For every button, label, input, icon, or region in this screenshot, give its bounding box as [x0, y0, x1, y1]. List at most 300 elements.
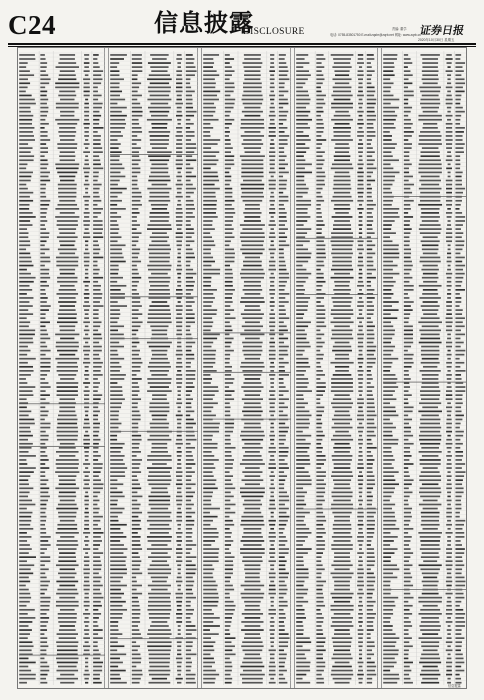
cell-text-fragment — [244, 637, 261, 639]
cell-text-fragment — [367, 536, 373, 538]
cell-text-fragment — [422, 74, 438, 76]
cell-text-fragment — [296, 641, 311, 643]
cell-text-fragment — [203, 666, 212, 668]
cell-text-fragment — [132, 155, 139, 157]
cell-text-fragment — [333, 346, 351, 348]
cell-text-fragment — [59, 91, 75, 93]
cell-text-fragment — [316, 654, 323, 656]
cell-text-fragment — [186, 560, 192, 562]
cell-text-fragment — [132, 58, 142, 60]
cell-text-fragment — [279, 459, 285, 461]
cell-text-fragment — [367, 658, 371, 660]
cell-text-fragment — [149, 244, 170, 246]
cell-text-fragment — [316, 471, 326, 473]
cell-text-fragment — [331, 609, 354, 611]
cell-text-fragment — [316, 670, 324, 672]
cell-text-fragment — [296, 658, 306, 660]
cell-text-fragment — [367, 374, 372, 376]
cell-text-fragment — [176, 581, 182, 583]
cell-text-fragment — [40, 236, 49, 238]
cell-text-fragment — [19, 301, 29, 303]
cell-text-fragment — [383, 504, 395, 506]
cell-text-fragment — [85, 285, 89, 287]
cell-text-fragment — [279, 176, 283, 178]
cell-text-fragment — [243, 382, 261, 384]
cell-text-fragment — [40, 662, 47, 664]
cell-text-fragment — [93, 536, 101, 538]
cell-text-fragment — [383, 285, 393, 287]
cell-text-fragment — [316, 317, 325, 319]
cell-text-fragment — [93, 540, 102, 542]
cell-text-fragment — [93, 475, 99, 477]
cell-text-fragment — [186, 119, 191, 121]
cell-text-fragment — [244, 220, 261, 222]
cell-text-fragment — [455, 236, 461, 238]
cell-text-fragment — [243, 406, 261, 408]
cell-text-fragment — [203, 261, 215, 263]
cell-text-fragment — [40, 257, 50, 259]
cell-text-fragment — [404, 313, 410, 315]
cell-text-fragment — [383, 236, 390, 238]
cell-text-fragment — [244, 564, 260, 566]
cell-text-fragment — [316, 524, 323, 526]
cell-text-fragment — [383, 621, 390, 623]
cell-text-fragment — [93, 366, 102, 368]
cell-text-fragment — [383, 678, 399, 680]
cell-text-fragment — [446, 135, 453, 137]
cell-text-fragment — [279, 548, 289, 550]
cell-text-fragment — [225, 544, 231, 546]
cell-text-fragment — [269, 524, 275, 526]
cell-text-fragment — [203, 544, 211, 546]
cell-text-fragment — [177, 585, 181, 587]
cell-text-fragment — [19, 483, 29, 485]
cell-text-fragment — [270, 504, 275, 506]
cell-text-fragment — [446, 58, 453, 60]
cell-text-fragment — [225, 577, 231, 579]
cell-text-fragment — [296, 127, 310, 129]
cell-text-fragment — [316, 107, 322, 109]
cell-text-fragment — [296, 330, 305, 332]
cell-text-fragment — [186, 649, 191, 651]
cell-text-fragment — [132, 244, 136, 246]
cell-text-fragment — [241, 188, 264, 190]
cell-text-fragment — [316, 402, 320, 404]
cell-text-fragment — [186, 552, 190, 554]
cell-text-fragment — [279, 492, 287, 494]
cell-text-fragment — [110, 374, 126, 376]
cell-text-fragment — [446, 609, 452, 611]
cell-text-fragment — [40, 66, 46, 68]
cell-text-fragment — [176, 305, 183, 307]
cell-text-fragment — [58, 666, 77, 668]
cell-text-fragment — [85, 544, 88, 546]
cell-text-fragment — [56, 293, 78, 295]
cell-text-fragment — [316, 62, 321, 64]
cell-text-fragment — [455, 455, 463, 457]
cell-text-fragment — [148, 224, 172, 226]
cell-text-fragment — [57, 350, 77, 352]
table-section-break — [19, 403, 105, 404]
cell-text-fragment — [132, 601, 139, 603]
cell-text-fragment — [93, 443, 99, 445]
cell-text-fragment — [19, 411, 31, 413]
cell-text-fragment — [358, 613, 363, 615]
cell-text-fragment — [332, 597, 352, 599]
cell-text-fragment — [367, 475, 375, 477]
cell-text-fragment — [316, 285, 322, 287]
cell-text-fragment — [84, 330, 90, 332]
cell-text-fragment — [110, 471, 125, 473]
cell-text-fragment — [19, 398, 26, 400]
cell-text-fragment — [93, 257, 103, 259]
cell-text-fragment — [59, 240, 75, 242]
cell-text-fragment — [132, 208, 139, 210]
cell-text-fragment — [423, 82, 438, 84]
cell-text-fragment — [296, 609, 304, 611]
cell-text-fragment — [150, 95, 170, 97]
cell-text-fragment — [383, 346, 395, 348]
cell-text-fragment — [331, 674, 353, 676]
cell-text-fragment — [423, 313, 437, 315]
cell-text-fragment — [60, 139, 75, 141]
cell-text-fragment — [177, 564, 181, 566]
cell-text-fragment — [455, 74, 461, 76]
cell-text-fragment — [404, 649, 409, 651]
cell-text-fragment — [132, 62, 142, 64]
cell-text-fragment — [110, 658, 120, 660]
cell-text-fragment — [404, 172, 409, 174]
cell-text-fragment — [446, 662, 452, 664]
cell-text-fragment — [446, 188, 452, 190]
cell-text-fragment — [367, 666, 376, 668]
cell-text-fragment — [242, 228, 262, 230]
cell-text-fragment — [404, 483, 412, 485]
cell-text-fragment — [367, 87, 375, 89]
cell-text-fragment — [147, 188, 171, 190]
cell-text-fragment — [110, 334, 124, 336]
cell-text-fragment — [418, 143, 442, 145]
cell-text-fragment — [244, 423, 260, 425]
cell-text-fragment — [60, 305, 75, 307]
cell-text-fragment — [225, 244, 230, 246]
cell-text-fragment — [404, 625, 412, 627]
cell-text-fragment — [110, 552, 123, 554]
cell-text-fragment — [203, 483, 215, 485]
cell-text-fragment — [19, 139, 35, 141]
cell-text-fragment — [359, 277, 363, 279]
cell-text-fragment — [367, 455, 373, 457]
cell-text-fragment — [40, 95, 46, 97]
cell-text-fragment — [419, 139, 441, 141]
cell-text-fragment — [358, 411, 363, 413]
cell-text-fragment — [244, 512, 262, 514]
cell-text-fragment — [383, 402, 390, 404]
cell-text-fragment — [132, 508, 139, 510]
cell-text-fragment — [59, 309, 76, 311]
cell-text-fragment — [186, 374, 195, 376]
cell-text-fragment — [93, 492, 100, 494]
cell-text-fragment — [19, 257, 31, 259]
cell-text-fragment — [316, 66, 324, 68]
cell-text-fragment — [84, 605, 90, 607]
cell-text-fragment — [225, 649, 233, 651]
cell-text-fragment — [151, 163, 167, 165]
cell-text-fragment — [186, 350, 192, 352]
cell-text-fragment — [132, 540, 140, 542]
cell-text-fragment — [59, 585, 75, 587]
cell-text-fragment — [279, 95, 284, 97]
cell-text-fragment — [58, 317, 76, 319]
cell-text-fragment — [177, 107, 182, 109]
cell-text-fragment — [357, 95, 364, 97]
cell-text-fragment — [359, 471, 362, 473]
cell-text-fragment — [244, 402, 260, 404]
cell-text-fragment — [149, 597, 170, 599]
cell-text-fragment — [455, 220, 465, 222]
cell-text-fragment — [421, 682, 439, 684]
cell-text-fragment — [84, 232, 90, 234]
cell-text-fragment — [383, 62, 394, 64]
cell-text-fragment — [357, 370, 363, 372]
cell-text-fragment — [316, 91, 321, 93]
cell-text-fragment — [404, 220, 410, 222]
cell-text-fragment — [358, 87, 363, 89]
cell-text-fragment — [333, 224, 351, 226]
cell-text-fragment — [245, 208, 260, 210]
cell-text-fragment — [84, 394, 89, 396]
cell-text-fragment — [358, 103, 363, 105]
cell-text-fragment — [367, 180, 375, 182]
cell-text-fragment — [404, 544, 409, 546]
cell-text-fragment — [148, 475, 171, 477]
cell-text-fragment — [279, 670, 287, 672]
cell-text-fragment — [316, 261, 323, 263]
cell-text-fragment — [316, 633, 323, 635]
cell-text-fragment — [334, 135, 351, 137]
cell-text-fragment — [19, 119, 32, 121]
cell-text-fragment — [334, 589, 350, 591]
cell-text-fragment — [40, 609, 49, 611]
cell-text-fragment — [422, 483, 439, 485]
cell-text-fragment — [316, 354, 323, 356]
cell-text-fragment — [279, 678, 285, 680]
cell-text-fragment — [358, 390, 362, 392]
cell-text-fragment — [225, 123, 232, 125]
cell-text-fragment — [203, 540, 215, 542]
cell-text-fragment — [203, 633, 219, 635]
cell-text-fragment — [367, 91, 376, 93]
cell-text-fragment — [40, 313, 45, 315]
cell-text-fragment — [404, 573, 411, 575]
cell-text-fragment — [57, 678, 78, 680]
cell-text-fragment — [57, 277, 77, 279]
cell-text-fragment — [225, 54, 230, 56]
cell-text-fragment — [186, 313, 195, 315]
cell-text-fragment — [421, 240, 440, 242]
cell-text-fragment — [383, 220, 394, 222]
cell-text-fragment — [84, 419, 89, 421]
cell-text-fragment — [132, 70, 143, 72]
cell-text-fragment — [132, 249, 140, 251]
cell-text-fragment — [55, 471, 79, 473]
cell-text-fragment — [358, 362, 363, 364]
cell-text-fragment — [455, 265, 465, 267]
cell-text-fragment — [316, 346, 322, 348]
cell-text-fragment — [423, 366, 437, 368]
cell-text-fragment — [83, 382, 90, 384]
cell-text-fragment — [57, 370, 78, 372]
cell-text-fragment — [132, 625, 138, 627]
cell-text-fragment — [132, 516, 139, 518]
cell-text-fragment — [147, 528, 171, 530]
cell-text-fragment — [331, 617, 353, 619]
cell-text-fragment — [367, 362, 376, 364]
cell-text-fragment — [132, 593, 142, 595]
cell-text-fragment — [332, 249, 352, 251]
cell-text-fragment — [93, 82, 101, 84]
cell-text-fragment — [225, 402, 230, 404]
cell-text-fragment — [186, 87, 191, 89]
cell-text-fragment — [110, 155, 120, 157]
cell-text-fragment — [19, 386, 35, 388]
cell-text-fragment — [147, 390, 172, 392]
cell-text-fragment — [40, 471, 45, 473]
cell-text-fragment — [271, 240, 274, 242]
cell-text-fragment — [186, 342, 195, 344]
cell-text-fragment — [93, 131, 98, 133]
cell-text-fragment — [383, 406, 395, 408]
cell-text-fragment — [19, 62, 27, 64]
cell-text-fragment — [316, 135, 321, 137]
cell-text-fragment — [132, 374, 137, 376]
cell-text-fragment — [19, 439, 28, 441]
cell-text-fragment — [404, 443, 414, 445]
cell-text-fragment — [110, 297, 125, 299]
cell-text-fragment — [93, 151, 103, 153]
cell-text-fragment — [110, 560, 125, 562]
cell-text-fragment — [203, 439, 212, 441]
cell-text-fragment — [296, 605, 302, 607]
cell-text-fragment — [316, 443, 321, 445]
cell-text-fragment — [455, 629, 461, 631]
cell-text-fragment — [186, 172, 192, 174]
cell-text-fragment — [242, 536, 263, 538]
cell-text-fragment — [421, 512, 440, 514]
cell-text-fragment — [420, 674, 440, 676]
cell-text-fragment — [359, 204, 362, 206]
cell-text-fragment — [331, 244, 352, 246]
cell-text-fragment — [358, 605, 363, 607]
cell-text-fragment — [225, 439, 231, 441]
cell-text-fragment — [85, 325, 89, 327]
cell-text-fragment — [85, 155, 88, 157]
cell-text-fragment — [316, 439, 322, 441]
cell-text-fragment — [447, 471, 450, 473]
cell-text-fragment — [357, 415, 364, 417]
cell-text-fragment — [279, 475, 287, 477]
cell-text-fragment — [176, 402, 182, 404]
cell-text-fragment — [455, 87, 462, 89]
cell-text-fragment — [404, 536, 412, 538]
cell-text-fragment — [110, 321, 117, 323]
cell-text-fragment — [132, 419, 141, 421]
cell-text-fragment — [203, 66, 213, 68]
cell-text-fragment — [84, 309, 89, 311]
cell-text-fragment — [316, 406, 324, 408]
cell-text-fragment — [225, 670, 232, 672]
cell-text-fragment — [316, 378, 320, 380]
cell-text-fragment — [419, 479, 441, 481]
table-section-break — [19, 446, 105, 447]
cell-text-fragment — [83, 471, 90, 473]
table-section-break — [383, 382, 467, 383]
cell-text-fragment — [19, 111, 31, 113]
cell-text-fragment — [110, 253, 122, 255]
cell-text-fragment — [404, 131, 414, 133]
cell-text-fragment — [110, 301, 118, 303]
cell-text-fragment — [332, 261, 352, 263]
cell-text-fragment — [316, 682, 324, 684]
cell-text-fragment — [40, 447, 47, 449]
cell-text-fragment — [186, 212, 193, 214]
cell-text-fragment — [84, 131, 88, 133]
cell-text-fragment — [243, 180, 262, 182]
cell-text-fragment — [132, 309, 139, 311]
cell-text-fragment — [455, 257, 464, 259]
cell-text-fragment — [40, 87, 45, 89]
cell-text-fragment — [335, 151, 349, 153]
cell-text-fragment — [225, 637, 236, 639]
cell-text-fragment — [296, 244, 303, 246]
cell-text-fragment — [93, 378, 98, 380]
cell-text-fragment — [93, 605, 102, 607]
cell-text-fragment — [93, 645, 98, 647]
cell-text-fragment — [40, 394, 50, 396]
cell-text-fragment — [455, 597, 464, 599]
cell-text-fragment — [316, 390, 325, 392]
cell-text-fragment — [186, 253, 194, 255]
cell-text-fragment — [358, 633, 363, 635]
cell-text-fragment — [110, 629, 118, 631]
cell-text-fragment — [85, 617, 89, 619]
cell-text-fragment — [110, 228, 119, 230]
cell-text-fragment — [58, 301, 76, 303]
cell-text-fragment — [240, 666, 264, 668]
cell-text-fragment — [225, 358, 230, 360]
cell-text-fragment — [19, 196, 30, 198]
cell-text-fragment — [316, 613, 322, 615]
cell-text-fragment — [60, 536, 74, 538]
cell-text-fragment — [447, 597, 451, 599]
cell-text-fragment — [93, 419, 98, 421]
cell-text-fragment — [316, 516, 325, 518]
cell-text-fragment — [316, 548, 324, 550]
cell-text-fragment — [446, 552, 452, 554]
cell-text-fragment — [40, 269, 49, 271]
cell-text-fragment — [455, 605, 459, 607]
cell-text-fragment — [270, 74, 274, 76]
cell-text-fragment — [186, 471, 195, 473]
cell-text-fragment — [93, 621, 97, 623]
cell-text-fragment — [241, 277, 264, 279]
cell-text-fragment — [147, 633, 171, 635]
cell-text-fragment — [177, 346, 182, 348]
cell-text-fragment — [19, 427, 30, 429]
cell-text-fragment — [422, 552, 439, 554]
cell-text-fragment — [149, 662, 170, 664]
cell-text-fragment — [404, 540, 411, 542]
